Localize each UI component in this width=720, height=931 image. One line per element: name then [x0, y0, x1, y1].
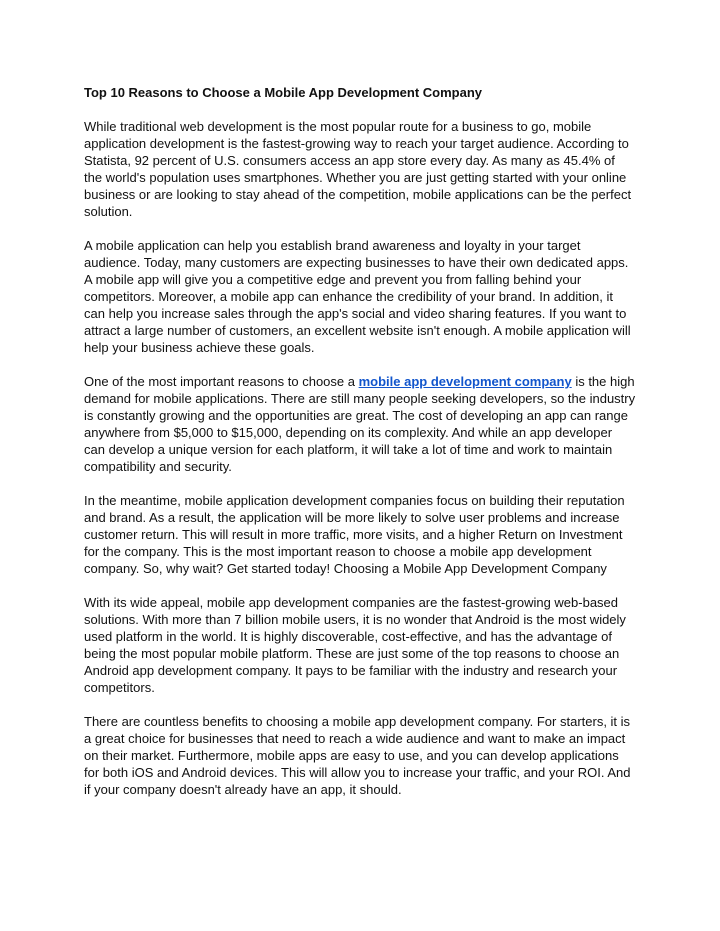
- paragraph-4: In the meantime, mobile application development companies focus on building their reputation and brand. As a result, the application will be more likely to solve user problems and increase customer return. This will result in more traffic, more visits, and a higher Return on Investment for the company. This is the most important reason to choose a mobile app development company. So, why wait? Get started today! Choosing a Mobile App Development Company: [84, 493, 625, 576]
- paragraph-3: [84, 373, 636, 475]
- paragraph-2: A mobile application can help you establish brand awareness and loyalty in your target audience. Today, many customers are expecting businesses to have their own dedicated apps. A mobile app will give you a competitive edge and prevent you from falling behind your competitors. Moreover, a mobile app can enhance the credibility of your brand. In addition, it can help you increase sales through the app's social and video sharing features. If you want to attract a large number of customers, an excellent website isn't enough. A mobile application will help your business achieve these goals.: [84, 238, 631, 355]
- document-title: Top 10 Reasons to Choose a Mobile App Development Company: [84, 85, 482, 100]
- paragraph-3-text-after: is the high demand for mobile applications. There are still many people seeking developers, so the industry is constantly growing and the opportunities are great. The cost of developing an app can range anywhere from $5,000 to $15,000, depending on its complexity. And while an app developer can develop a unique version for each platform, it will take a lot of time and work to maintain compatibility and security.: [84, 374, 636, 474]
- paragraph-6: There are countless benefits to choosing a mobile app development company. For starters, it is a great choice for businesses that need to reach a wide audience and want to make an impact on their market. Furthermore, mobile apps are easy to use, and you can develop applications for both iOS and Android devices. This will allow you to increase your traffic, and your ROI. And if your company doesn't already have an app, it should.: [84, 714, 631, 797]
- paragraph-1: While traditional web development is the most popular route for a business to go, mobile application development is the fastest-growing way to reach your target audience. According to Statista, 92 percent of U.S. consumers access an app store every day. As many as 45.4% of the world's population uses smartphones. Whether you are just getting started with your online business or are looking to stay ahead of the competition, mobile applications can be the perfect solution.: [84, 119, 632, 219]
- paragraph-5: With its wide appeal, mobile app development companies are the fastest-growing web-based solutions. With more than 7 billion mobile users, it is no wonder that Android is the most widely used platform in the world. It is highly discoverable, cost-effective, and has the advantage of being the most popular mobile platform. These are just some of the top reasons to choose an Android app development company. It pays to be familiar with the industry and research your competitors.: [84, 595, 626, 695]
- mobile-app-development-company-link[interactable]: mobile app development company: [358, 374, 572, 389]
- paragraph-3-text-before: One of the most important reasons to choose a: [84, 374, 359, 389]
